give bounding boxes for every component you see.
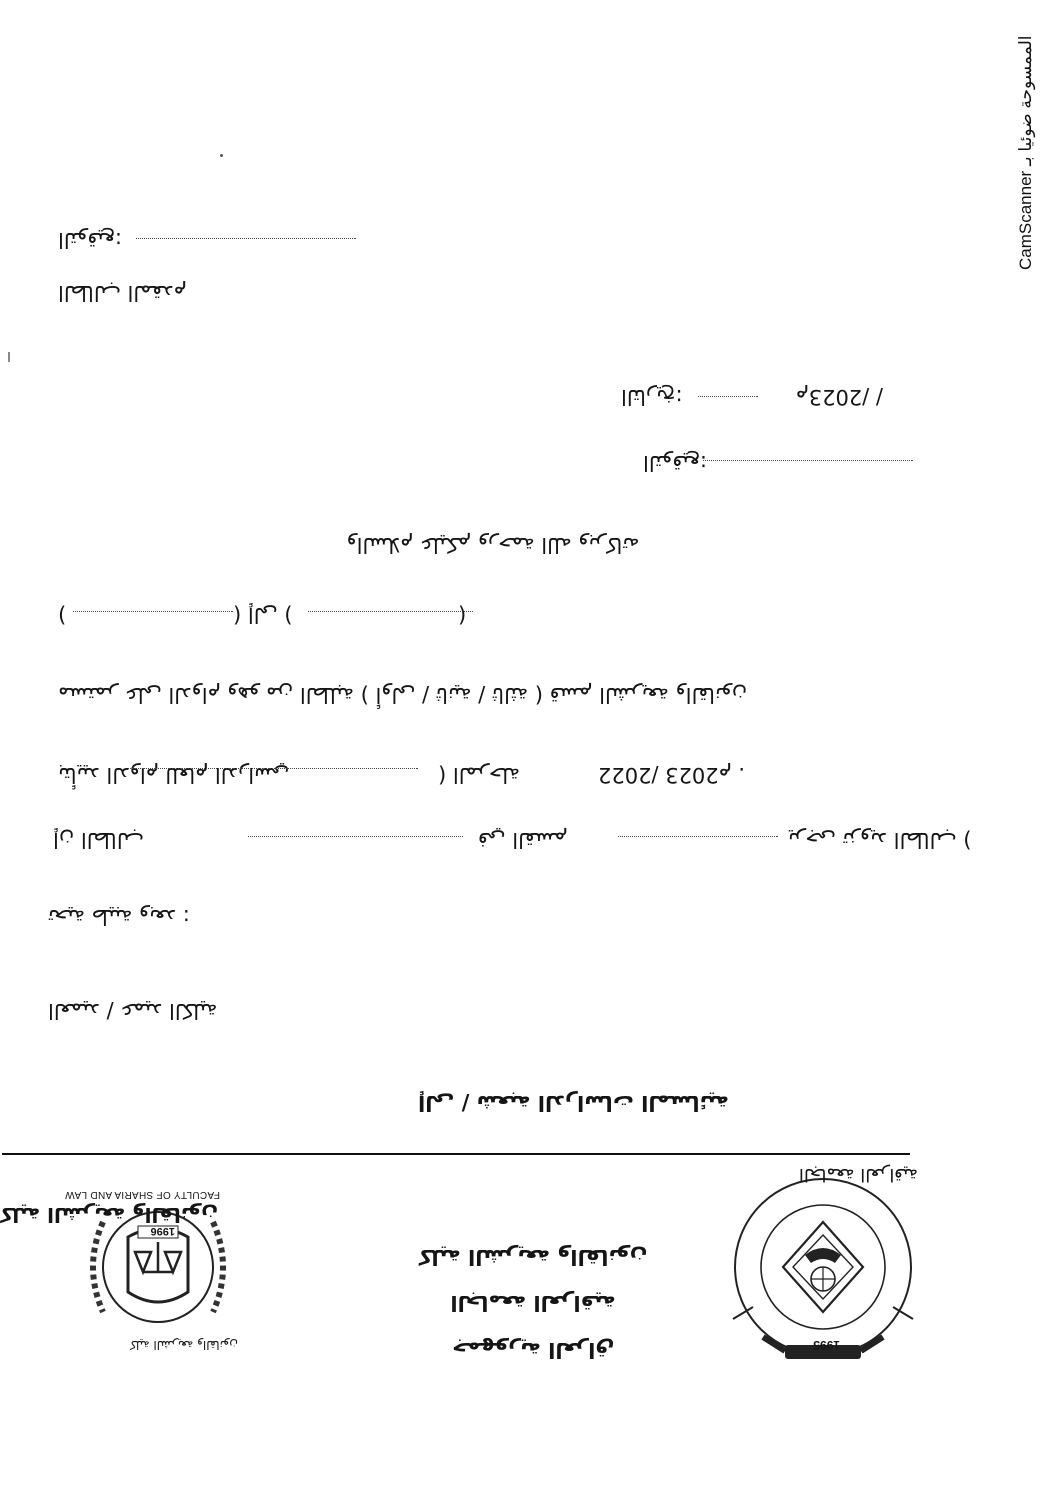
- range-open: (: [458, 603, 467, 627]
- university-seal-ring-text: الجامعة العراقية: [798, 1164, 918, 1185]
- sign-block-signature-label: التوقيع:: [58, 228, 123, 252]
- range-middle: ) إلى (: [233, 603, 293, 627]
- sign-block-blank: [136, 238, 356, 239]
- header-divider: [2, 1153, 910, 1155]
- faculty-name-en: FACULTY OF SHARIA AND LAW: [64, 1189, 220, 1200]
- year-line-label: بتأييد الدوام للعام الدراسي: [58, 763, 290, 787]
- year-line-end: إن الطالب: [53, 828, 144, 852]
- faculty-name-ar: كلية الشريعة والقانون: [0, 1203, 218, 1227]
- year-blank-1: [128, 768, 418, 769]
- range-blank-1: [308, 611, 473, 612]
- department-label: ) المرحلة: [438, 763, 521, 787]
- faculty-seal-year: 1996: [150, 1225, 175, 1237]
- year-line-blank: [618, 836, 778, 837]
- range-close: ): [58, 603, 67, 627]
- header-line-1: جمهورية العراق: [451, 1338, 615, 1362]
- stage-blank: [248, 836, 463, 837]
- addressee: إلى / شعبة الدراسات المسائية: [418, 1091, 729, 1115]
- subject-line: والسلام عليكم ورحمة الله وبركاته: [346, 533, 640, 557]
- date-label: التاريخ:: [621, 385, 683, 409]
- stage-label: في القسم: [478, 828, 568, 852]
- camscanner-watermark: [1012, 32, 1038, 272]
- scan-artifact-2: [220, 154, 223, 157]
- student-field-label: يرجى تزويد الطالب (: [788, 828, 972, 852]
- university-seal: [723, 1157, 923, 1367]
- status-sentence: مستمر على الدوام وهو من الطلبة ( أولى / ثانية / ثالثة ) قسم الشريعة والقانون: [58, 683, 748, 707]
- signature-dean: العميد / عميد الكلية: [48, 999, 218, 1023]
- date-value: / /2023م: [795, 385, 883, 409]
- camscanner-watermark-text: CamScanner الممسوحة ضوئيا بـ: [1016, 35, 1035, 270]
- signature-blank: [703, 460, 913, 461]
- university-seal-year: 1995: [813, 1338, 840, 1352]
- scan-artifact-1: [8, 352, 10, 362]
- header-line-3: كلية الشريعة والقانون: [418, 1245, 648, 1269]
- range-blank-2: [73, 611, 233, 612]
- header-line-2: الجامعة العراقية: [450, 1291, 616, 1315]
- date-blank: [698, 396, 758, 397]
- signature-label: التوقيع:: [643, 451, 708, 475]
- faculty-seal-ring-text: كلية الشريعة والقانون: [129, 1338, 238, 1352]
- academic-year: 2022/ 2023م .: [598, 763, 746, 787]
- sign-block-title: الطالب المقدم: [58, 281, 187, 305]
- greeting: تحية طيبة وبعد :: [48, 905, 190, 929]
